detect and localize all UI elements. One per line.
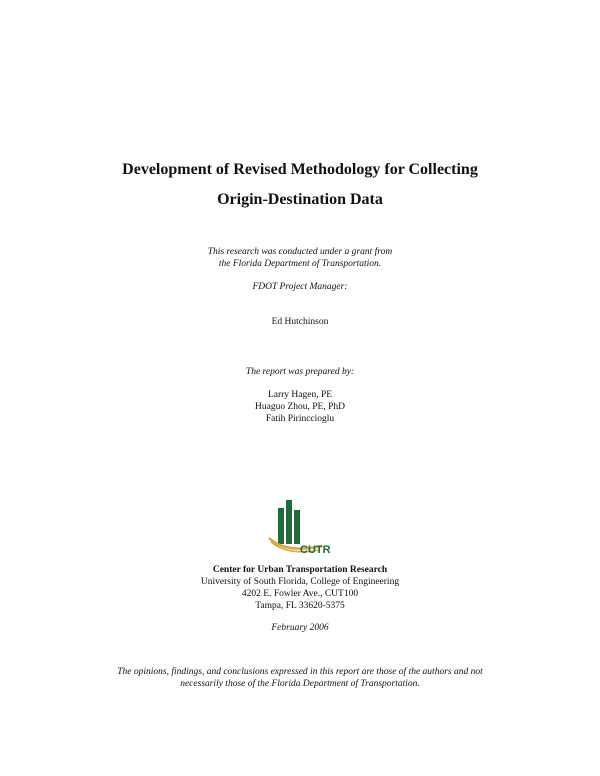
report-title-line-1: Development of Revised Methodology for Collecting <box>122 161 478 178</box>
author-name: Huaguo Zhou, PE, PhD <box>255 402 345 412</box>
disclaimer-line-2: necessarily those of the Florida Department of Transportation. <box>180 679 420 689</box>
grant-line-2: the Florida Department of Transportation. <box>218 259 382 269</box>
project-manager-name: Ed Hutchinson <box>271 317 329 327</box>
grant-statement <box>0 246 600 270</box>
city-address: Tampa, FL 33620-5375 <box>255 601 345 611</box>
disclaimer-line-1: The opinions, findings, and conclusions expressed in this report are those of the authors and not <box>117 667 483 677</box>
grant-line-1: This research was conducted under a grant from <box>207 247 393 257</box>
report-date: February 2006 <box>271 623 329 633</box>
author-name: Fatih Pirinccioglu <box>265 414 335 424</box>
disclaimer <box>50 666 550 690</box>
organization-name: Center for Urban Transportation Research <box>212 565 388 575</box>
author-name: Larry Hagen, PE <box>267 390 333 400</box>
author-list <box>0 389 600 425</box>
report-title-line-2: Origin-Destination Data <box>217 191 383 208</box>
organization-block <box>0 564 600 612</box>
university-name: University of South Florida, College of Engineering <box>200 577 400 587</box>
prepared-by-label: The report was prepared by: <box>245 367 355 377</box>
cutr-logo-icon <box>264 496 336 556</box>
street-address: 4202 E. Fowler Ave., CUT100 <box>241 589 359 599</box>
project-manager-label: FDOT Project Manager: <box>252 282 348 292</box>
logo-text: CUTR <box>300 544 331 556</box>
